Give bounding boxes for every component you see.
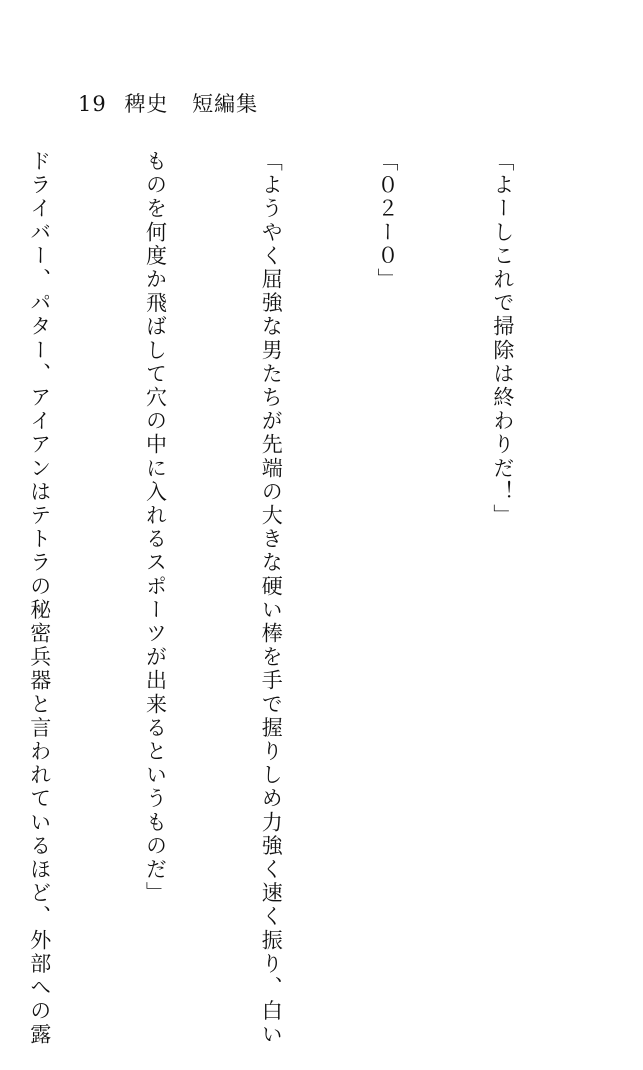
vertical-body-text	[0, 150, 599, 1047]
header-title: 短編集	[192, 92, 259, 116]
header-author: 稗史	[124, 92, 169, 116]
text-line: ドライバー、パター、アイアンはテトラの秘密兵器と言われているほど、外部への露	[27, 150, 52, 1047]
text-line: 「０２ー０」	[375, 150, 400, 292]
text-line: 「よーしこれで掃除は終わりだ！」	[490, 150, 515, 528]
page-number: 19	[78, 92, 107, 116]
running-header	[78, 88, 258, 118]
text-line: 「ようやく屈強な男たちが先端の大きな硬い棒を手で握りしめ力強く速く振り、白い	[259, 150, 284, 1047]
text-line: ものを何度か飛ばして穴の中に入れるスポーツが出来るというものだ」	[143, 150, 168, 906]
